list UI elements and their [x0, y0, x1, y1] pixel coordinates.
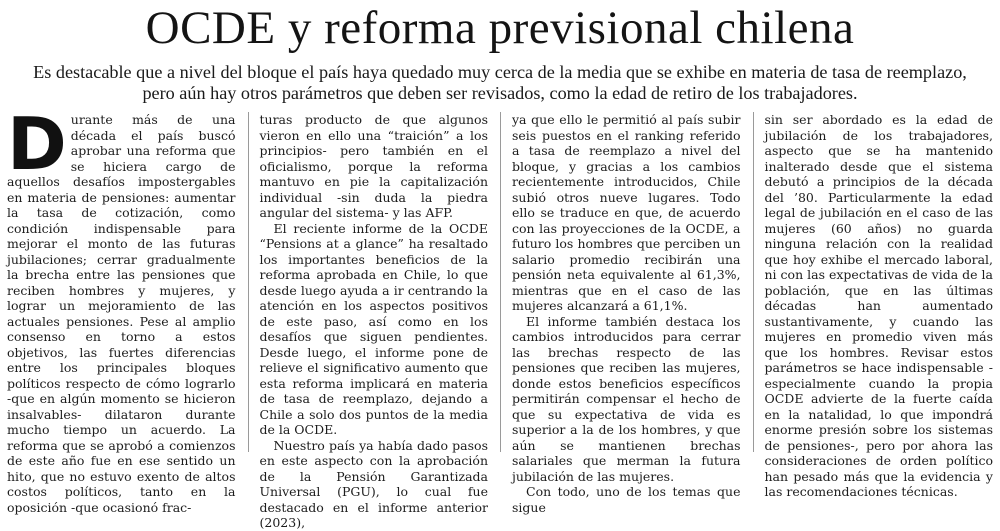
- paragraph: ya que ello le permitió al país subir seis puestos en el ranking referido a tasa de reemplazo a nivel del bloque, y gracias a los cambios recientemente introducidos, Chile subió otros nueve lugares. Todo ello se traduce en que, de acuerdo con las proyecciones de la OCDE, a futuro los hombres que perciben un salario promedio recibirán una pensión neta equivalente al 61,3%, mientras que en el caso de las mujeres alcanzará a 61,1%.: [512, 112, 741, 313]
- column-3: [500, 112, 741, 515]
- paragraph: sin ser abordado es la edad de jubilación de los trabajadores, aspecto que se ha mantenido inalterado desde que el sistema debutó a principios de la década del ’80. Particularmente la edad legal de jubilación en el caso de las mujeres (60 años) no guarda ninguna relación con la realidad que hoy exhibe el mercado laboral, ni con las expectativas de vida de la población, que en las últimas décadas han aumentado sustantivamente, y cuando las mujeres en promedio viven más que los hombres. Revisar estos parámetros se hace indispensable -especialmente cuando la propia OCDE advierte de la fuerte caída en la natalidad, lo que impondrá enorme presión sobre los sistemas de pensiones-, pero por ahora las consideraciones de orden político han pesado más que la evidencia y las recomendaciones técnicas.: [764, 112, 993, 499]
- paragraph: Con todo, uno de los temas que sigue: [512, 484, 741, 515]
- paragraph-text: urante más de una década el país buscó aprobar una reforma que se hiciera cargo de aquellos desafíos impostergables en materia de pensiones: aumentar la tasa de cotización, como condición indispensable para mejorar el monto de las futuras jubilaciones; cerrar gradualmente la brecha entre las pensiones que reciben hombres y mujeres, y lograr un mejoramiento de las actuales pensiones. Pese al amplio consenso en torno a estos objetivos, las fuertes diferencias entre los principales bloques políticos respecto de cómo lograrlo -que en algún momento se hicieron insalvables- dilataron durante mucho tiempo un acuerdo. La reforma que se aprobó a comienzos de este año fue en ese sentido un hito, que no estuvo exento de altos costos políticos, tanto en la oposición -que ocasionó frac-: [7, 112, 236, 515]
- deck-subtitle: Es destacable que a nivel del bloque el país haya quedado muy cerca de la media que se exhibe en materia de tasa de reemplazo, pero aún hay otros parámetros que deben ser revisados, como la edad de retiro de los trabajadores.: [33, 62, 967, 103]
- paragraph: Nuestro país ya había dado pasos en este aspecto con la aprobación de la Pensión Garantizada Universal (PGU), lo cual fue destacado en el informe anterior (2023),: [259, 437, 488, 530]
- paragraph: turas producto de que algunos vieron en ello una “traición” a los principios- pero también en el oficialismo, porque la reforma mantuvo en pie la capitalización individual -sin duda la piedra angular del sistema- y las AFP.: [259, 112, 488, 220]
- column-2: [248, 112, 489, 530]
- paragraph: [7, 102, 236, 515]
- article-body: [7, 102, 993, 530]
- headline: OCDE y reforma previsional chilena: [145, 2, 855, 54]
- drop-cap: D: [7, 102, 67, 186]
- column-4: [753, 112, 994, 499]
- column-1: [7, 102, 236, 515]
- paragraph: El reciente informe de la OCDE “Pensions at a glance” ha resaltado los importantes beneficios de la reforma aprobada en Chile, lo que desde luego ayuda a ir centrando la atención en los aspectos positivos de este paso, así como en los desafíos que siguen pendientes. Desde luego, el informe pone de relieve el significativo aumento que esta reforma implicará en materia de tasa de reemplazo, dejando a Chile a solo dos puntos de la media de la OCDE.: [259, 220, 488, 437]
- paragraph: El informe también destaca los cambios introducidos para cerrar las brechas respecto de las pensiones que reciben las mujeres, donde estos beneficios específicos permitirán compensar el hecho de que su expectativa de vida es superior a la de los hombres, y que aún se mantienen brechas salariales que merman la futura jubilación de las mujeres.: [512, 313, 741, 484]
